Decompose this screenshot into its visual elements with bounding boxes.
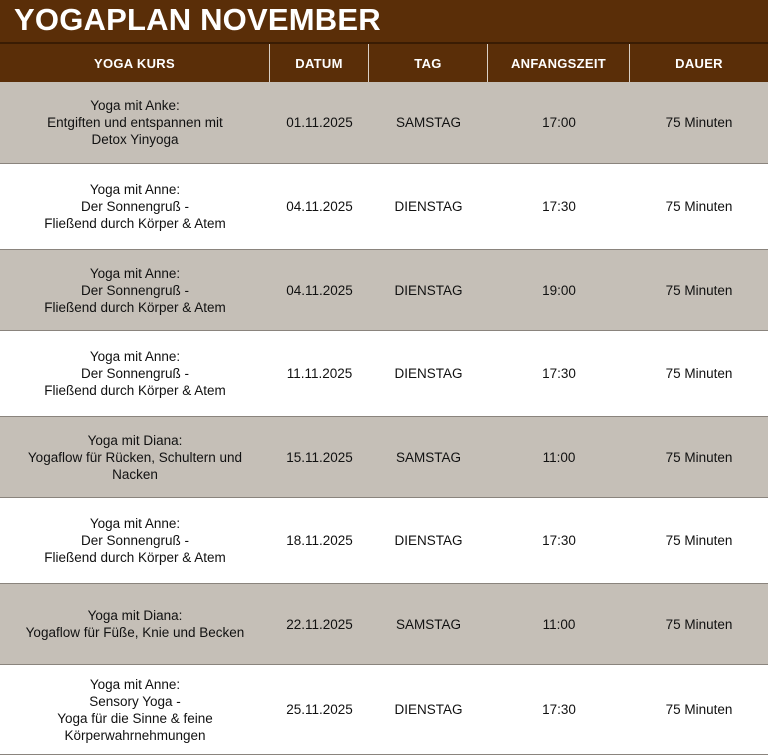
duration-cell: 75 Minuten: [665, 449, 733, 465]
date-cell: 22.11.2025: [286, 616, 353, 632]
course-line: Nacken: [112, 466, 158, 482]
start-time-cell: 17:30: [542, 366, 576, 381]
day-cell: SAMSTAG: [395, 616, 461, 632]
day-cell: DIENSTAG: [394, 282, 463, 298]
start-time-cell: 11:00: [542, 449, 576, 465]
date-cell: 04.11.2025: [286, 199, 353, 214]
course-cell: [0, 498, 270, 583]
course-line: Yoga für die Sinne & feine: [57, 710, 213, 726]
column-header-day: TAG: [369, 44, 488, 82]
course-line: Yoga mit Anke:: [90, 98, 180, 113]
column-header-duration: DAUER: [675, 55, 723, 71]
duration-cell: 75 Minuten: [665, 616, 733, 632]
course-cell: [0, 417, 270, 497]
course-line: Sensory Yoga -: [89, 693, 181, 709]
duration-cell: 75 Minuten: [665, 366, 733, 381]
start-time-cell: 19:00: [542, 282, 576, 298]
course-line: Der Sonnengruß -: [80, 282, 190, 298]
table-row: [0, 82, 768, 164]
course-line: Fließend durch Körper & Atem: [44, 550, 226, 565]
date-cell: 18.11.2025: [286, 533, 353, 548]
duration-cell: 75 Minuten: [665, 282, 733, 298]
course-line: Yoga mit Diana:: [87, 608, 183, 623]
page-title: YOGAPLAN NOVEMBER: [14, 2, 381, 37]
table-row: [0, 498, 768, 584]
date-cell: 25.11.2025: [286, 702, 353, 717]
course-cell: [0, 331, 270, 416]
table-row: [0, 665, 768, 755]
day-cell: DIENSTAG: [394, 533, 463, 548]
table-row: [0, 250, 768, 331]
date-cell: 15.11.2025: [286, 449, 353, 465]
table-row: [0, 417, 768, 498]
course-line: Yogaflow für Rücken, Schultern und: [27, 449, 243, 465]
course-line: Körperwahrnehmungen: [64, 727, 206, 743]
duration-cell: 75 Minuten: [665, 533, 733, 548]
course-cell: [0, 250, 270, 330]
start-time-cell: 17:30: [542, 702, 576, 717]
course-line: Fließend durch Körper & Atem: [44, 383, 226, 398]
course-line: Der Sonnengruß -: [80, 533, 190, 548]
day-cell: DIENSTAG: [394, 199, 463, 214]
duration-cell: 75 Minuten: [665, 115, 733, 130]
course-line: Der Sonnengruß -: [80, 366, 190, 381]
table-row: [0, 331, 768, 417]
course-cell: [0, 164, 270, 249]
course-line: Fließend durch Körper & Atem: [44, 216, 226, 231]
table-body: [0, 82, 768, 755]
course-line: Detox Yinyoga: [91, 132, 179, 147]
course-line: Yogaflow für Füße, Knie und Becken: [25, 625, 245, 640]
course-line: Yoga mit Diana:: [87, 432, 183, 448]
table-row: [0, 584, 768, 665]
course-cell: [0, 584, 270, 664]
course-line: Yoga mit Anne:: [89, 349, 181, 364]
day-cell: SAMSTAG: [395, 449, 461, 465]
table-row: [0, 164, 768, 250]
column-header-course: YOGA KURS: [0, 44, 270, 82]
course-line: Yoga mit Anne:: [89, 516, 181, 531]
day-cell: SAMSTAG: [395, 115, 461, 130]
course-line: Fließend durch Körper & Atem: [44, 299, 226, 315]
start-time-cell: 11:00: [542, 616, 576, 632]
date-cell: 04.11.2025: [286, 282, 353, 298]
course-line: Der Sonnengruß -: [80, 199, 190, 214]
course-line: Yoga mit Anne:: [89, 676, 181, 692]
course-cell: [0, 665, 270, 754]
day-cell: DIENSTAG: [394, 366, 463, 381]
course-line: Entgiften und entspannen mit: [47, 115, 223, 130]
title-bar: [0, 0, 768, 42]
date-cell: 11.11.2025: [286, 366, 353, 381]
course-line: Yoga mit Anne:: [89, 265, 181, 281]
day-cell: DIENSTAG: [394, 702, 463, 717]
date-cell: 01.11.2025: [286, 115, 353, 130]
start-time-cell: 17:30: [542, 533, 576, 548]
column-header-date: DATUM: [270, 44, 369, 82]
table-header: [0, 42, 768, 82]
duration-cell: 75 Minuten: [665, 702, 733, 717]
duration-cell: 75 Minuten: [665, 199, 733, 214]
start-time-cell: 17:30: [542, 199, 576, 214]
course-line: Yoga mit Anne:: [89, 182, 181, 197]
column-header-start-time: ANFANGSZEIT: [488, 44, 630, 82]
course-cell: [0, 82, 270, 163]
start-time-cell: 17:00: [542, 115, 576, 130]
